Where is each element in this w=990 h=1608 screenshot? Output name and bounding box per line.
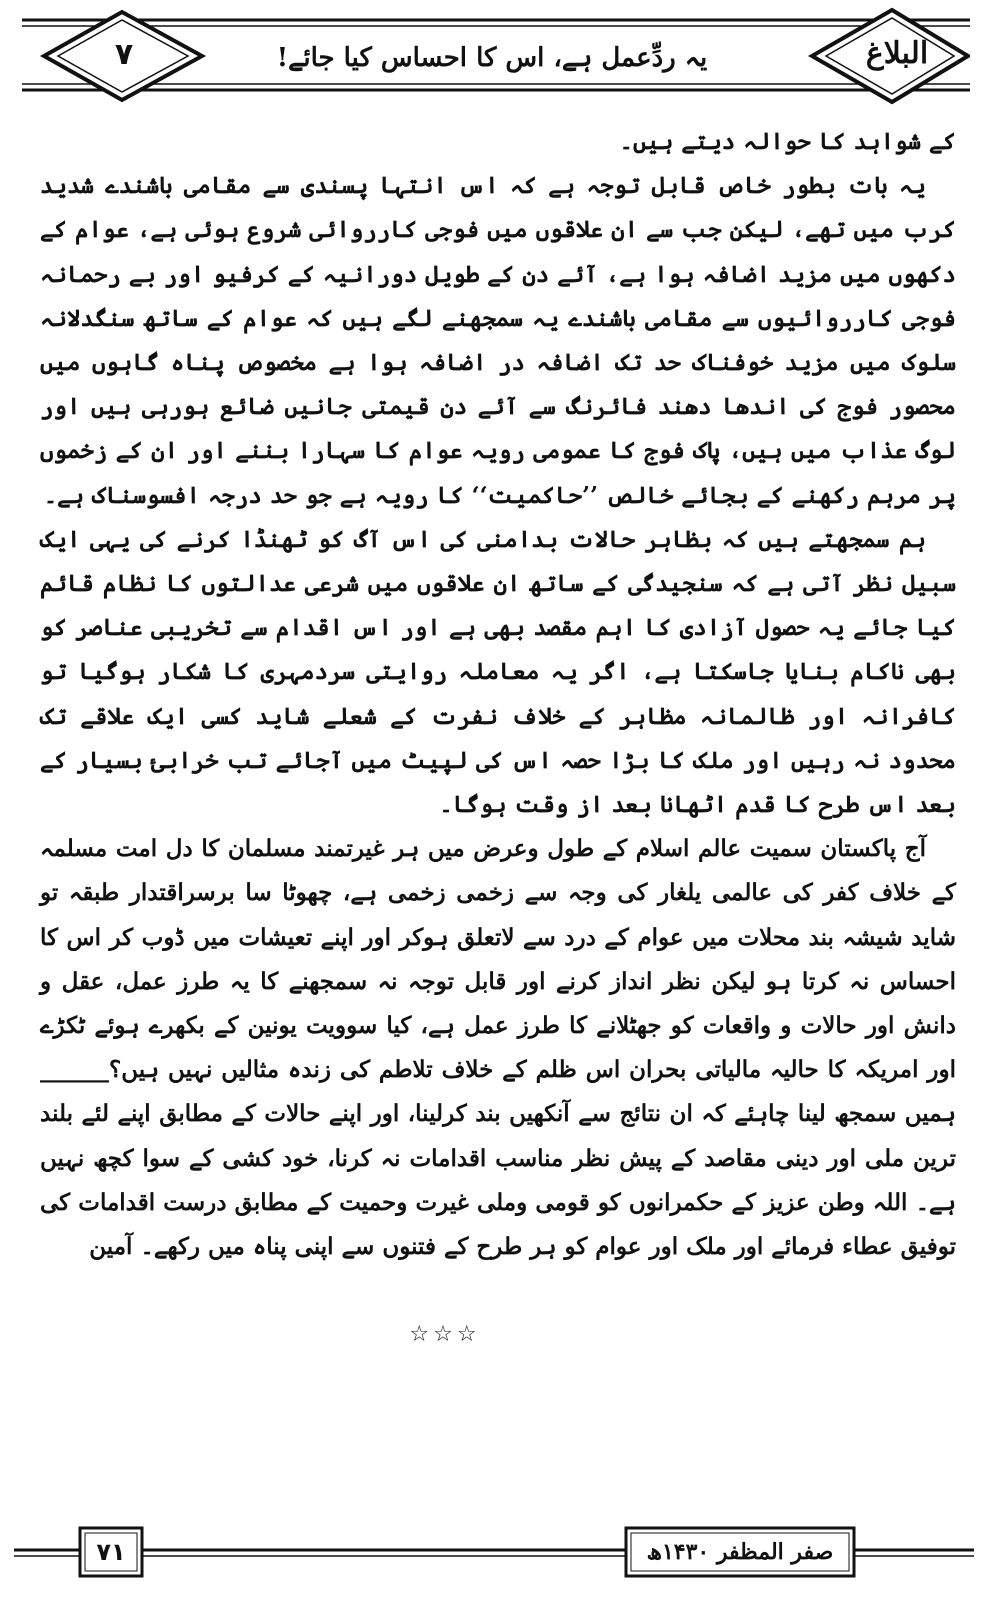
- page-footer: [14, 1516, 974, 1586]
- paragraph: آج پاکستان سمیت عالم اسلام کے طول وعرض میں ہر غیرتمند مسلمان کا دل امت مسلمہ کے خلاف کفر کی عالمی یلغار کی وجہ سے زخمی زخمی ہے، چھوٹا سا برسراقتدار طبقہ تو شاید شیشہ بند محلات میں عوام کے درد سے لاتعلق ہوکر اور اپنے تعیشات میں ڈوب کر اس کا احساس نہ کرتا ہو لیکن نظر انداز کرنے اور قابل توجہ نہ سمجھنے کا یہ طرز عمل، عقل و دانش اور حالات و واقعات کو جھٹلانے کا طرز عمل ہے، کیا سوویت یونین کے بکھرے ہوئے ٹکڑے اور امریکہ کا حالیہ مالیاتی بحران اس ظلم کے خلاف تلاطم کی زندہ مثالیں نہیں ہیں؟______ ہمیں سمجھ لینا چاہئے کہ ان نتائج سے آنکھیں بند کرلینا، اور اپنے حالات کے مطابق اپنے لئے بلند ترین ملی اور دینی مقاصد کے پیش نظر مناسب اقدامات نہ کرنا، خود کشی کے سوا کچھ نہیں ہے۔ اللہ وطن عزیز کے حکمرانوں کو قومی وملی غیرت وحمیت کے مطابق درست اقدامات کی توفیق عطاء فرمائے اور ملک اور عوام کو ہر طرح کے فتنوں سے اپنی پناہ میں رکھے۔ آمین: [40, 835, 956, 1261]
- header-page-number: ۷: [114, 37, 134, 72]
- page-header: [22, 6, 970, 108]
- paragraph: کے شواہد کا حوالہ دیتے ہیں۔: [619, 128, 956, 155]
- section-end-stars: ☆☆☆: [409, 1322, 481, 1347]
- paragraph: ہم سمجھتے ہیں کہ بظاہر حالات بدامنی کی اس آگ کو ٹھنڈا کرنے کی یہی ایک سبیل نظر آتی ہے کہ سنجیدگی کے ساتھ ان علاقوں میں شرعی عدالتوں کا نظام قائم کیا جائے یہ حصول آزادی کا اہم مقصد بھی ہے اور اس اقدام سے تخریبی عناصر کو بھی ناکام بنایا جاسکتا ہے، اگر یہ معاملہ روایتی سردمہری کا شکار ہوگیا تو کافرانہ اور ظالمانہ مظاہر کے خلاف نفرت کے شعلے شاید کسی ایک علاقے تک محدود نہ رہیں اور ملک کا بڑا حصہ اس کی لپیٹ میں آجائے تب خرابیٔ بسیار کے بعد اس طرح کا قدم اٹھانا بعد از وقت ہوگا۔: [40, 525, 956, 819]
- article-title: یہ ردِّعمل ہے، اس کا احساس کیا جائے!: [276, 43, 708, 73]
- magazine-logo: البلاغ: [865, 36, 929, 71]
- issue-date: صفر المظفر ۱۴۳۰ھ: [646, 1539, 834, 1565]
- paragraph: یہ بات بطور خاص قابل توجہ ہے کہ اس انتہا پسندی سے مقامی باشندے شدید کرب میں تھے، لیکن جب سے ان علاقوں میں فوجی کارروائی شروع ہوئی ہے، عوام کے دکھوں میں مزید اضافہ ہوا ہے، آئے دن کے طویل دورانیہ کے کرفیو اور بے رحمانہ فوجی کارروائیوں سے مقامی باشندے یہ سمجھنے لگے ہیں کہ عوام کے ساتھ سنگدلانہ سلوک میں مزید خوفناک حد تک اضافہ در اضافہ ہوا ہے مخصوص پناہ گاہوں میں محصور فوج کی اندھا دھند فائرنگ سے آئے دن قیمتی جانیں ضائع ہورہی ہیں اور لوگ عذاب میں ہیں، پاک فوج کا عمومی رویہ عوام کا سہارا بننے اور ان کے زخموں پر مرہم رکھنے کے بجائے خالص ’’حاکمیت‘‘ کا رویہ ہے جو حد درجہ افسوسناک ہے۔: [40, 172, 956, 509]
- footer-page-number: ۷۱: [96, 1538, 126, 1566]
- article-body: [40, 120, 956, 1310]
